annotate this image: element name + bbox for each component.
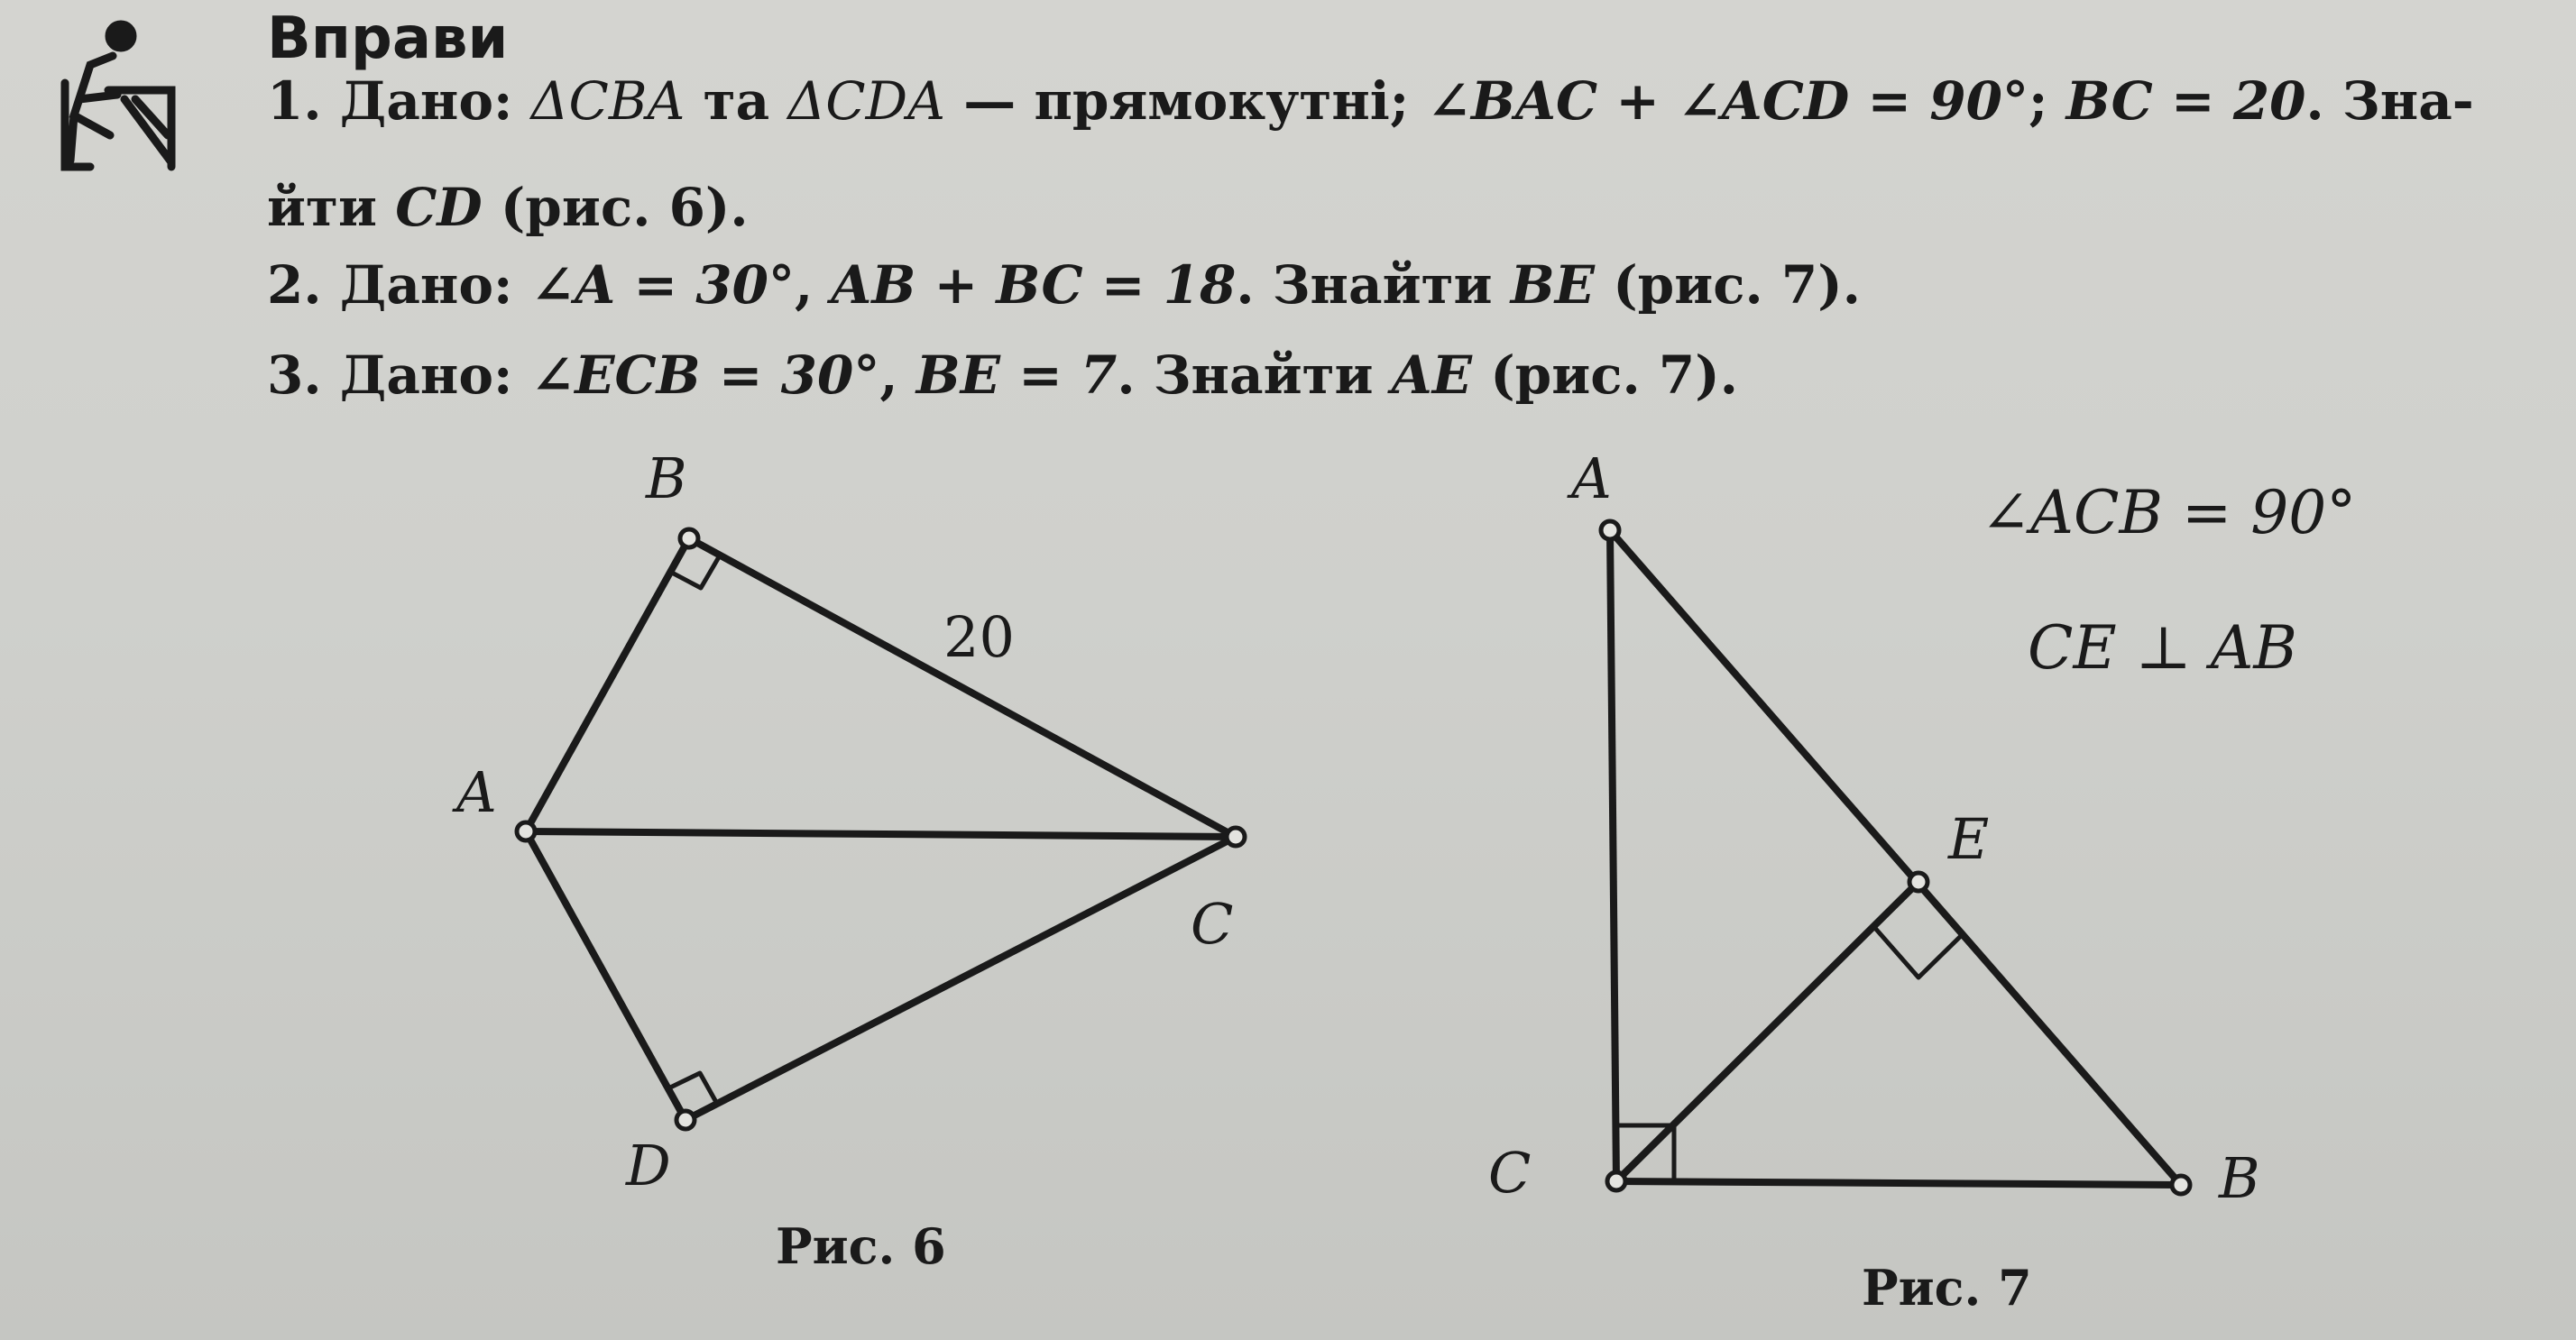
- segment-bc: [689, 538, 1236, 837]
- given-right-angle-note: ∠ACB = 90°: [1981, 478, 2357, 547]
- angle-a-condition: ∠A = 30°: [530, 254, 795, 316]
- right-angle-mark-e: [1873, 926, 1964, 977]
- given-word: Дано:: [339, 70, 513, 132]
- segment-cb: [1616, 1181, 2181, 1185]
- triangle-cba: ΔCBA: [530, 70, 685, 132]
- separator: ;: [2028, 70, 2048, 132]
- sum-condition: AB + BC = 18: [831, 254, 1237, 316]
- label-a: A: [1571, 445, 1612, 511]
- conjunction: та: [703, 70, 770, 132]
- exercise-1-number: 1.: [267, 70, 322, 132]
- point-e: [1909, 873, 1927, 891]
- point-d: [676, 1111, 695, 1129]
- given-word: Дано:: [339, 344, 513, 406]
- comma: ,: [794, 254, 814, 316]
- label-a: A: [456, 759, 497, 825]
- point-a: [517, 822, 535, 840]
- segment-dc: [685, 837, 1236, 1120]
- exercise-1-line-1: [267, 70, 2474, 132]
- find-variable-ae: AE: [1391, 344, 1472, 406]
- figure-reference: (рис. 7).: [1613, 254, 1861, 316]
- label-d: D: [626, 1133, 671, 1198]
- find-variable-be: BE: [1510, 254, 1596, 316]
- find-continuation: йти: [267, 177, 377, 238]
- right-angle-mark-d: [668, 1073, 717, 1104]
- figure-6-diagram: [517, 529, 1245, 1129]
- right-triangles-text: — прямокутні;: [963, 70, 1410, 132]
- find-start: . Зна-: [2305, 70, 2474, 132]
- be-condition: BE = 7: [915, 344, 1118, 406]
- angle-ecb-condition: ∠ECB = 30°: [530, 344, 880, 406]
- exercise-2: [267, 254, 1861, 316]
- comma: ,: [879, 344, 898, 406]
- angle-sum-condition: ∠BAC + ∠ACD = 90°: [1427, 70, 2029, 132]
- right-angle-mark-b: [670, 555, 720, 588]
- figure-reference: (рис. 7).: [1490, 344, 1738, 406]
- label-e: E: [1948, 806, 1990, 872]
- right-angle-mark-c: [1616, 1125, 1674, 1181]
- label-b: B: [2219, 1145, 2260, 1211]
- exercise-2-number: 2.: [267, 254, 322, 316]
- segment-ce: [1616, 882, 1918, 1181]
- figure-7-caption: Рис. 7: [1862, 1259, 2032, 1317]
- segment-ad: [526, 831, 685, 1120]
- find-text: . Знайти: [1236, 254, 1493, 316]
- find-text: . Знайти: [1117, 344, 1374, 406]
- segment-ac: [1610, 530, 1616, 1181]
- side-bc-condition: BC = 20: [2065, 70, 2306, 132]
- side-length-label: 20: [943, 604, 1015, 670]
- exercise-3-number: 3.: [267, 344, 322, 406]
- label-c: C: [1191, 891, 1234, 957]
- point-a: [1601, 521, 1619, 539]
- given-word: Дано:: [339, 254, 513, 316]
- figure-6-caption: Рис. 6: [776, 1217, 946, 1275]
- figure-reference: (рис. 6).: [500, 177, 749, 238]
- segment-ac: [526, 831, 1236, 837]
- given-perpendicular-note: CE ⊥ AB: [2028, 613, 2297, 683]
- label-b: B: [646, 445, 687, 511]
- exercise-1-line-2: [267, 177, 749, 238]
- point-c: [1227, 828, 1245, 846]
- label-c: C: [1488, 1140, 1532, 1206]
- triangle-cda: ΔCDA: [787, 70, 946, 132]
- segment-ab: [526, 538, 689, 831]
- point-c: [1607, 1172, 1625, 1190]
- point-b: [2172, 1176, 2190, 1194]
- find-variable-cd: CD: [395, 177, 483, 238]
- exercise-3: [267, 344, 1738, 406]
- point-b: [680, 529, 698, 547]
- section-title: Вправи: [267, 5, 509, 72]
